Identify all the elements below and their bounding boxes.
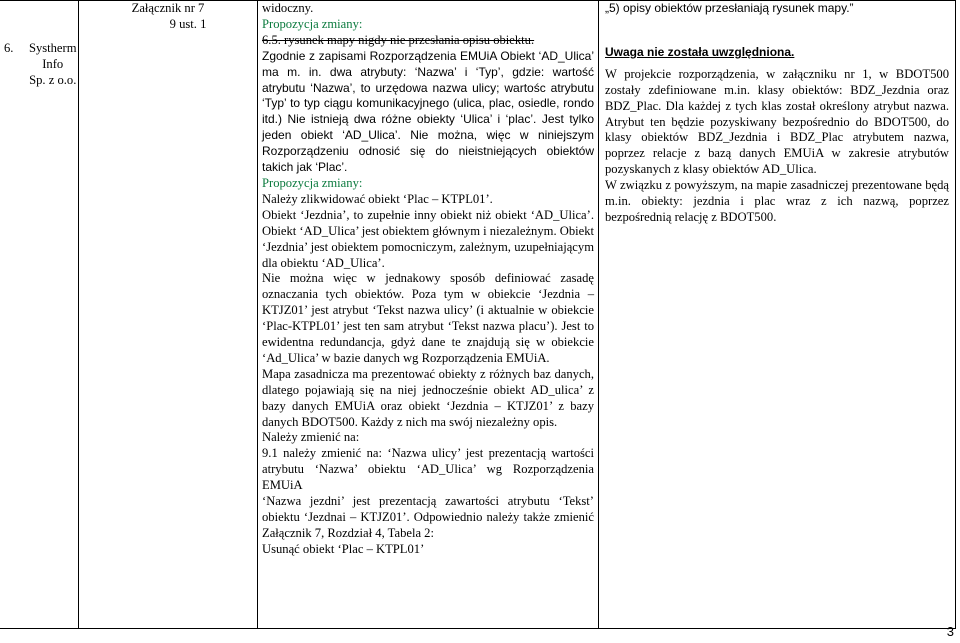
comment-paragraph: 6.5. rysunek mapy nigdy nie przesłania opisu obiektu. <box>262 32 535 47</box>
reference-line-1: Załącznik nr 7 <box>131 1 205 15</box>
comment-paragraph: Obiekt ‘Jezdnia’, to zupełnie inny obiekt niż obiekt ‘AD_Ulica’. Obiekt ‘AD_Ulica’ jest obiektem głównym i niezależnym. Obiekt ‘Jezdnia’ jest obiektem pomocniczym, zależnym, uzupełniającym dla obiektu ‘AD_Ulica’. <box>262 207 595 270</box>
response-paragraph: W projekcie rozporządzenia, w załączniku nr 1, w BDOT500 zostały zdefiniowane m.in. klasy obiektów: BDZ_Jezdnia oraz BDZ_Plac. Dla każdej z tych klas został określony atrybut nazwa. Atrybut ten będzie pozyskiwany bezpośrednio do BDOT500, do klasy obiektów BDZ_Jezdnia i BDZ_Plac atrybutem nazwa, poprzez relacje z bazą danych EMUiA w zakresie atrybutów pozyskanych z klasy obiektów AD_Ulica. <box>605 66 949 177</box>
response-paragraph: „5) opisy obiektów przesłaniają rysunek mapy.” <box>605 1 854 15</box>
cell-comment <box>258 1 599 629</box>
source-line-2: Sp. z o.o. <box>29 72 77 87</box>
response-paragraph: W związku z powyższym, na mapie zasadniczej prezentowane będą m.in. obiekty: jezdnia i plac wraz z ich nazwą, poprzez bezpośrednią relację z BDOT500. <box>605 178 949 224</box>
comment-paragraph: widoczny. <box>262 1 314 15</box>
page-number: 3 <box>946 624 954 639</box>
table-row <box>0 1 956 629</box>
comment-paragraph: 9.1 należy zmienić na: ‘Nazwa ulicy’ jest prezentacją wartości atrybutu ‘Nazwa’ obiektu ‘AD_Ulica’ wg Rozporządzenia EMUiA <box>262 446 594 493</box>
response-paragraph: Uwaga nie została uwzględniona. <box>605 44 795 59</box>
comment-paragraph: Propozycja zmiany: <box>262 175 363 190</box>
comment-paragraph: Propozycja zmiany: <box>262 16 363 31</box>
row-number: 6. <box>4 41 14 55</box>
comment-paragraph: Zgodnie z zapisami Rozporządzenia EMUiA Obiekt ‘AD_Ulica’ ma m. in. dwa atrybuty: ‘Nazwa’ i ‘Typ’, gdzie: wartość atrybutu ‘Nazwa’, to urzędowa nazwa ulicy; wartośc atrybutu ‘Typ’ to typ ciągu komunikacyjnego (ulica, plac, osiedle, rondo itd.) Nie istnieją dwa różne obiekty ‘Ulica’ i ‘plac’. Jest tylko jeden obiekt ‘AD_Ulica’. Nie można, więc w niniejszym Rozporządzeniu odnosić się do nieistniejących obiektów takich jak ‘Plac’. <box>262 48 594 175</box>
comment-paragraph: Należy zmienić na: <box>262 430 360 445</box>
comment-text <box>258 1 598 558</box>
comment-paragraph: Mapa zasadnicza ma prezentować obiekty z różnych baz danych, dlatego pojawiają się na niej jednocześnie obiekt AD_ulica’ z bazy danych EMUiA oraz obiekt ‘Jezdnia – KTJZ01’ z bazy danych BDOT500. Każdy z nich ma swój niezależny opis. <box>262 366 594 429</box>
comment-paragraph: Należy zlikwidować obiekt ‘Plac – KTPL01’. <box>262 191 493 206</box>
reference-line-2: 9 ust. 1 <box>169 16 207 31</box>
cell-number-source <box>0 1 79 629</box>
response-text <box>599 1 955 226</box>
comment-paragraph: Nie można więc w jednakowy sposób definiować zasadę oznaczania tych obiektów. Poza tym w obiekcie ‘Jezdnia – KTJZ01’ jest atrybut ‘Tekst nazwa ulicy’ (i aktualnie w obiekcie ‘Plac-KTPL01’ jest ten sam atrybut ‘Tekst nazwa placu’). Jest to ewidentna redundancja, gdyż dane te znajdują się w obiekcie ‘Ad_Ulica’ w bazie danych wg Rozporządzenia EMUiA. <box>262 271 594 365</box>
comment-paragraph: ‘Nazwa jezdni’ jest prezentacją zawartości atrybutu ‘Tekst’ obiektu ‘Jezdnai – KTJZ01’. Odpowiednio należy także zmienić Załącznik 7, Rozdział 4, Tabela 2: <box>262 494 594 540</box>
comment-paragraph: Usunąć obiekt ‘Plac – KTPL01’ <box>262 541 425 556</box>
cell-response <box>599 1 956 629</box>
cell-reference <box>79 1 258 629</box>
source-line-1: Systherm Info <box>28 41 77 71</box>
